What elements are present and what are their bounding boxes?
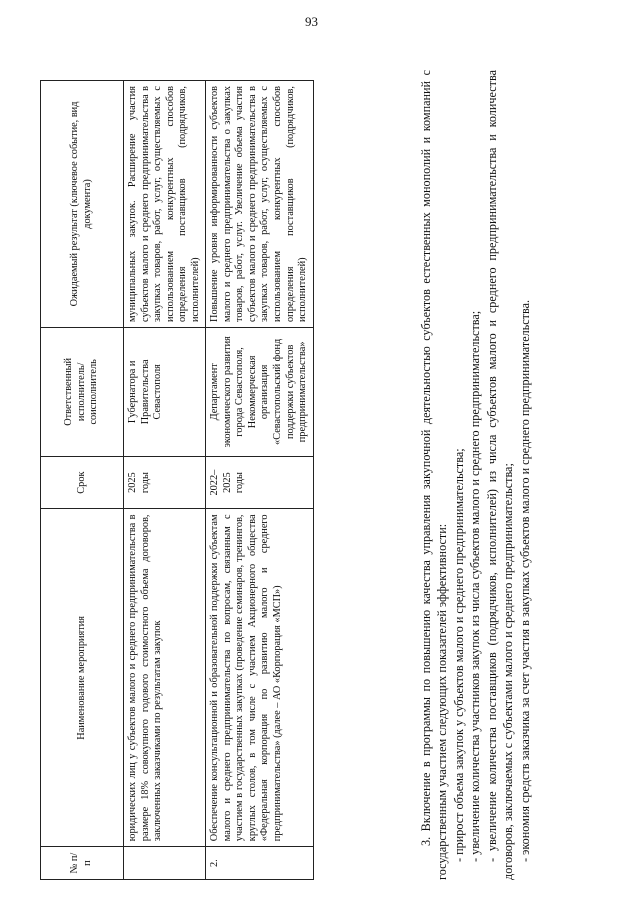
list-item: - прирост объема закупок у субъектов малого и среднего предпринимательства; — [451, 448, 466, 862]
header-expected-result: Ожидаемый результат (ключевое событие, вид документа) — [41, 81, 124, 328]
row-number: 2. — [206, 847, 313, 880]
list-item: - увеличение количества участников закупок из числа субъектов малого и среднего предпринимательства; — [468, 310, 483, 862]
header-measure-name: Наименование мероприятия — [41, 509, 124, 847]
body-text — [418, 70, 533, 880]
measure-name: Обеспечение консультационной и образовательной поддержки субъектам малого и среднего предпринимательства по вопросам, связанным с участием в государственных закупках (проведение семинаров, тренингов, круглых столов, в том числе с участием Акционерного общества «Федеральная корпорация по развитию малого и среднего предпринимательства» (далее – АО «Корпорация «МСП») — [206, 509, 313, 847]
executor: Департамент экономического развития города Севастополя, Некоммерческая организация «Севастопольский фонд поддержки субъектов предпринимательства» — [206, 327, 313, 456]
table-row — [124, 81, 206, 880]
term: 2022–2025 годы — [206, 456, 313, 509]
page-number: 93 — [305, 14, 318, 29]
term: 2025 годы — [124, 456, 206, 509]
header-executor: Ответственный исполнитель/ соисполнитель — [41, 327, 124, 456]
expected-result: Повышение уровня информированности субъектов малого и среднего предпринимательства о закупках товаров, работ, услуг. Увеличение объема участия субъектов малого и среднего предпринимательства в закупках товаров, работ, услуг, осуществляемых с использованием конкурентных способов определения поставщиков (подрядчиков, исполнителей) — [206, 81, 313, 328]
rotated-content — [40, 60, 585, 880]
expected-result: муниципальных закупок. Расширение участия субъектов малого и среднего предпринимательства в закупках товаров, работ, услуг, осуществляемых с использованием конкурентных способов определения поставщиков (подрядчиков, исполнителей) — [124, 81, 206, 328]
list-item: - увеличение количества поставщиков (подрядчиков, исполнителей) из числа субъектов малого и среднего предпринимательства и количества договоров, заключаемых с субъектами малого и среднего предпринимательства; — [484, 70, 516, 880]
header-term: Срок — [41, 456, 124, 509]
measures-table — [40, 80, 314, 880]
measure-name: юридических лиц у субъектов малого и среднего предпринимательства в размере 18% совокупного годового стоимостного объема договоров, заключенных заказчиками по результатам закупок — [124, 509, 206, 847]
executor: Губернатора и Правительства Севастополя — [124, 327, 206, 456]
table-row — [206, 81, 313, 880]
header-number: № п/п — [41, 847, 124, 880]
list-item: - экономия средств заказчика за счет участия в закупках субъектов малого и среднего предпринимательства. — [517, 299, 532, 862]
numbered-paragraph: 3. Включение в программы по повышению качества управления закупочной деятельностью субъектов естественных монополий и компаний с государственным участием следующих показателей эффективности: — [419, 70, 450, 880]
row-number — [124, 847, 206, 880]
table-header-row — [41, 81, 124, 880]
